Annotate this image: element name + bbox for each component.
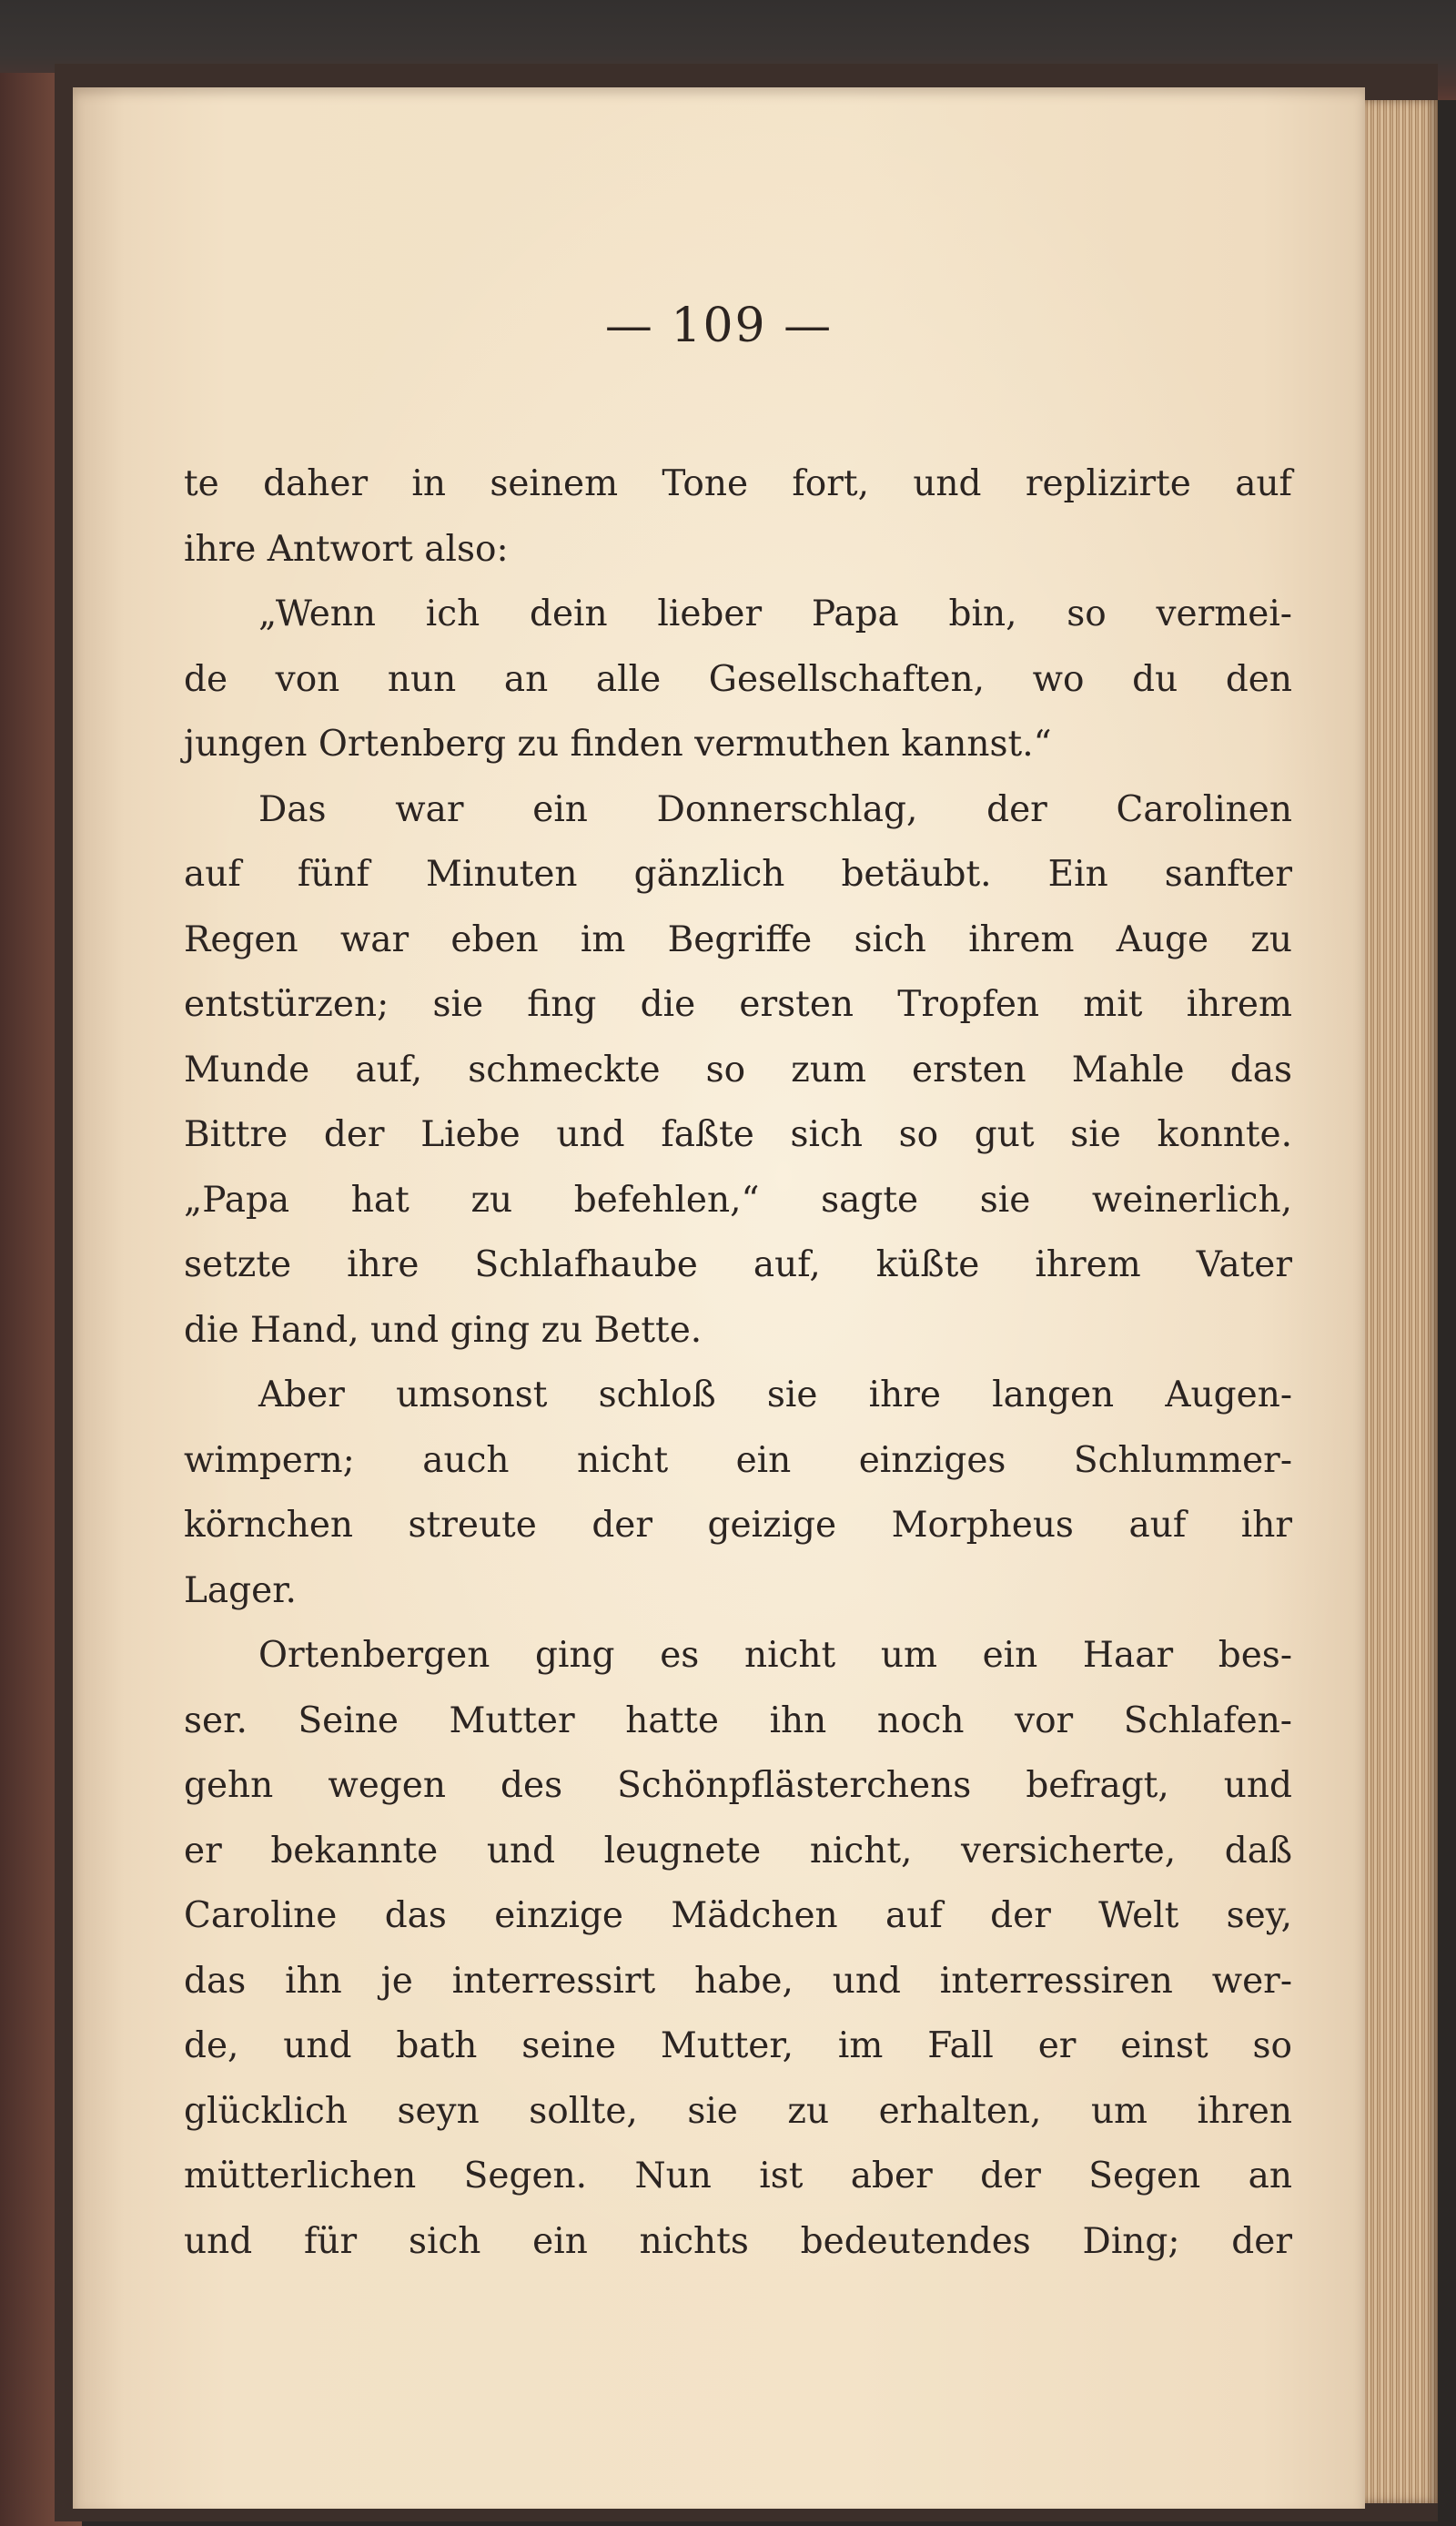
text-line: jungen Ortenberg zu finden vermuthen kannst.“	[184, 724, 1052, 765]
text-line: de von nun an alle Gesellschaften, wo du den	[184, 658, 1292, 700]
text-line: glücklich seyn sollte, sie zu erhalten, um ihren	[184, 2090, 1292, 2132]
text-line: die Hand, und ging zu Bette.	[184, 1309, 703, 1351]
text-line: wimpern; auch nicht ein einziges Schlummer-	[184, 1439, 1292, 1481]
text-line: entstürzen; sie fing die ersten Tropfen mit ihrem	[184, 984, 1292, 1025]
page-number: — 109 —	[604, 299, 834, 353]
text-line: „Papa hat zu befehlen,“ sagte sie weinerlich,	[184, 1179, 1292, 1221]
text-line: körnchen streute der geizige Morpheus auf ihr	[184, 1505, 1292, 1546]
text-line: Aber umsonst schloß sie ihre langen Augen-	[258, 1375, 1292, 1415]
body-text	[184, 451, 1292, 2274]
text-line: auf fünf Minuten gänzlich betäubt. Ein sanfter	[184, 854, 1292, 895]
text-line: Munde auf, schmeckte so zum ersten Mahle das	[184, 1049, 1292, 1091]
text-line: „Wenn ich dein lieber Papa bin, so vermei-	[258, 593, 1292, 634]
text-line: gehn wegen des Schönpflästerchens befragt, und	[184, 1765, 1292, 1806]
text-line: setzte ihre Schlafhaube auf, küßte ihrem Vater	[184, 1244, 1292, 1285]
text-line: de, und bath seine Mutter, im Fall er einst so	[184, 2025, 1292, 2066]
text-line: und für sich ein nichts bedeutendes Ding; der	[184, 2220, 1292, 2262]
text-line: ihre Antwort also:	[184, 528, 509, 570]
text-line: Regen war eben im Begriffe sich ihrem Auge zu	[184, 918, 1292, 960]
text-line: mütterlichen Segen. Nun ist aber der Segen an	[184, 2156, 1292, 2196]
text-line: Das war ein Donnerschlag, der Carolinen	[258, 788, 1292, 830]
text-line: Caroline das einzige Mädchen auf der Welt sey,	[184, 1895, 1292, 1936]
text-line: das ihn je interressirt habe, und interressiren wer-	[184, 1960, 1292, 2002]
text-line: Ortenbergen ging es nicht um ein Haar bes-	[258, 1635, 1292, 1676]
page-edges	[1365, 100, 1438, 2503]
text-line: ser. Seine Mutter hatte ihn noch vor Schlafen-	[184, 1699, 1292, 1741]
text-line: er bekannte und leugnete nicht, versicherte, daß	[184, 1830, 1292, 1872]
book-page	[73, 87, 1365, 2509]
text-line: Bittre der Liebe und faßte sich so gut sie konnte.	[184, 1114, 1292, 1155]
text-line: te daher in seinem Tone fort, und replizirte auf	[184, 463, 1292, 504]
text-line: Lager.	[184, 1569, 297, 1611]
